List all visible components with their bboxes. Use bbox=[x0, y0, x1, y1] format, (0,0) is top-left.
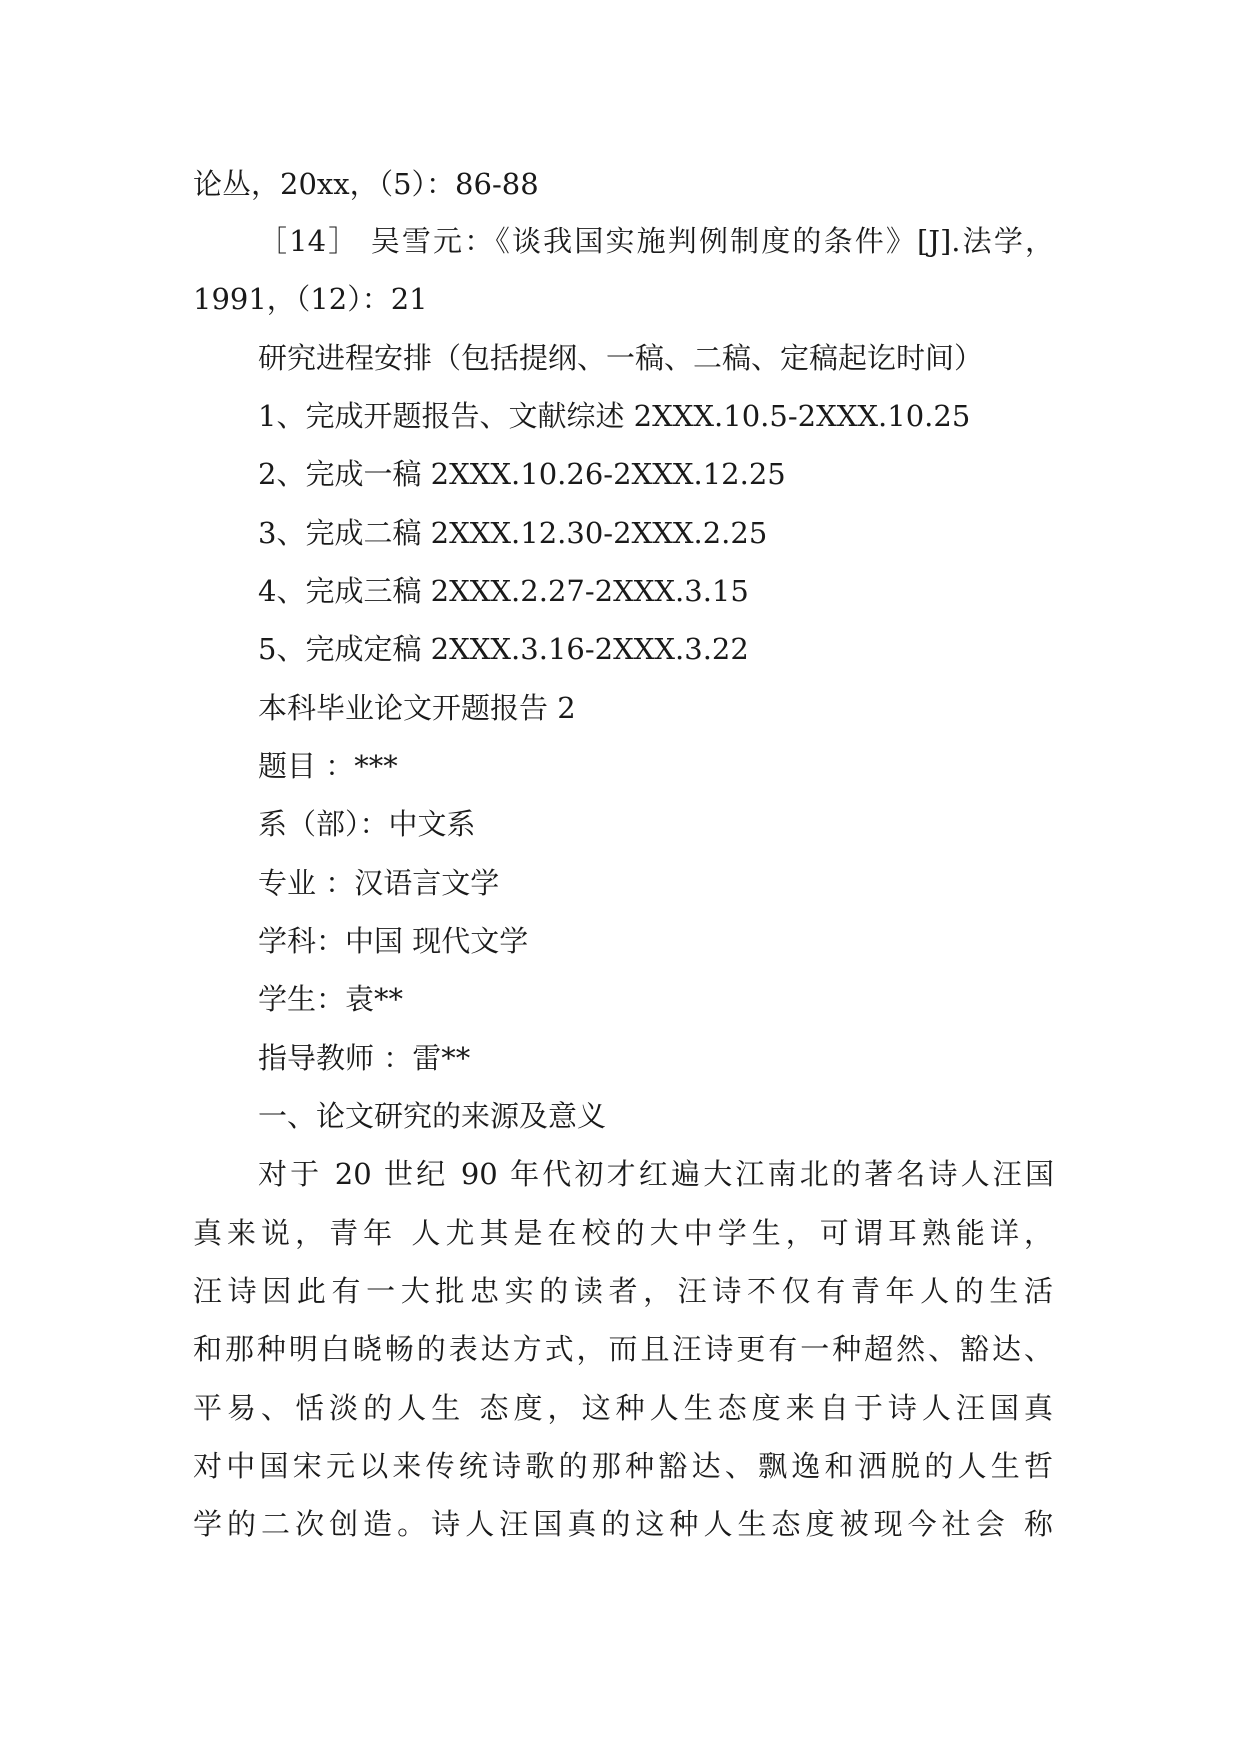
paragraph-line: 对于 20 世纪 90 年代初才红遍大江南北的著名诗人汪国 bbox=[258, 1157, 1054, 1191]
field-department: 系（部）：中文系 bbox=[258, 807, 476, 841]
field-topic: 题目 ：*** bbox=[258, 749, 398, 783]
paragraph-line: 平易、恬淡的人生 态度，这种人生态度来自于诗人汪国真 bbox=[193, 1391, 1053, 1425]
text-line: 1991，（12）：21 bbox=[193, 282, 428, 316]
section-heading: 一、论文研究的来源及意义 bbox=[258, 1099, 607, 1133]
text-line: 3、完成二稿 2XXX.12.30-2XXX.2.25 bbox=[258, 516, 768, 550]
field-advisor: 指导教师 ：雷** bbox=[258, 1041, 471, 1075]
paragraph-line: 汪诗因此有一大批忠实的读者，汪诗不仅有青年人的生活 bbox=[193, 1274, 1053, 1308]
paragraph-line: 对中国宋元以来传统诗歌的那种豁达、飘逸和洒脱的人生哲 bbox=[193, 1449, 1053, 1483]
field-discipline: 学科：中国 现代文学 bbox=[258, 924, 529, 958]
text-line: 1、完成开题报告、文献综述 2XXX.10.5-2XXX.10.25 bbox=[258, 399, 971, 433]
text-line: 4、完成三稿 2XXX.2.27-2XXX.3.15 bbox=[258, 574, 749, 608]
text-line: 2、完成一稿 2XXX.10.26-2XXX.12.25 bbox=[258, 457, 786, 491]
paragraph-line: 真来说，青年 人尤其是在校的大中学生，可谓耳熟能详， bbox=[193, 1216, 1053, 1250]
text-line: 论丛，20xx，（5）：86-88 bbox=[193, 167, 539, 201]
paragraph-line: 学的二次创造。诗人汪国真的这种人生态度被现今社会 称 bbox=[193, 1507, 1053, 1541]
text-line: 5、完成定稿 2XXX.3.16-2XXX.3.22 bbox=[258, 632, 749, 666]
section-heading: 研究进程安排（包括提纲、一稿、二稿、定稿起讫时间） bbox=[258, 341, 984, 375]
field-student: 学生：袁** bbox=[258, 982, 404, 1016]
field-major: 专业 ：汉语言文学 bbox=[258, 866, 500, 900]
report-title: 本科毕业论文开题报告 2 bbox=[258, 691, 576, 725]
text-line: ［14］ 吴雪元：《谈我国实施判例制度的条件》[J].法学， bbox=[258, 224, 1054, 258]
paragraph-line: 和那种明白晓畅的表达方式，而且汪诗更有一种超然、豁达、 bbox=[193, 1332, 1053, 1366]
